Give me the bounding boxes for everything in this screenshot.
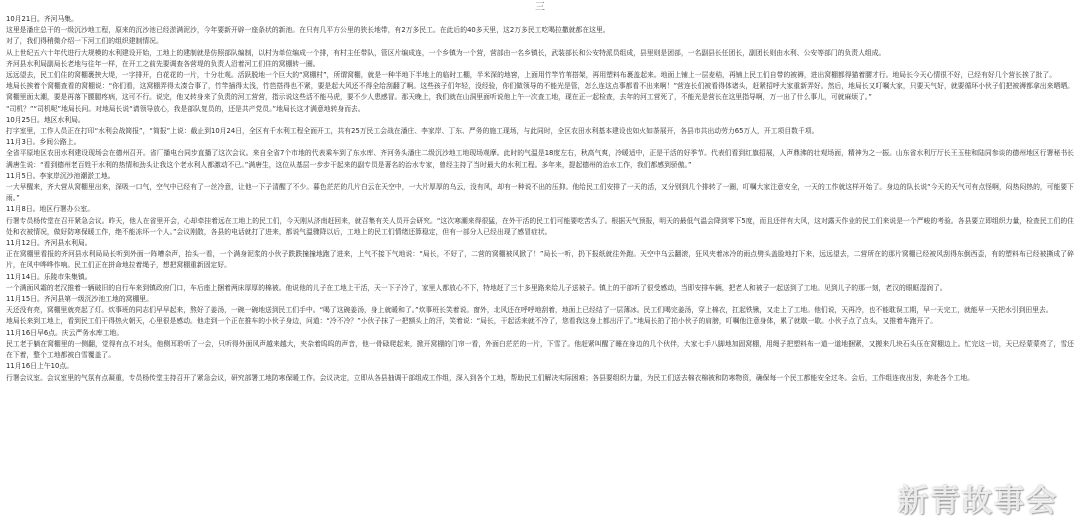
entry-paragraph: 从上世纪五六十年代进行大规模的水利建设开始，工地上的建制就是仿照部队编制，以村为单位编成一个排，有村主任带队，管区片编成连，一个乡镇为一个营，营部由一名乡镇长，武装部长和公安特派员组成，县里则是团部，一名副县长任团长，副团长则由水利、公安等部门的负责人组成。 — [6, 48, 886, 57]
entry-paragraph: 地局长挨着个窝棚查看的窝棚说：“你们看，这窝棚弄得太凑合事了，竹竿插得太浅，竹笆搭得也不紧，要是起大风还不得全给刮翻了啊。这些孩子们年轻，没经验，你们做领导的不能光是管，怎么连这点事都看不出来啊！”营连长们被看得体诸头，赶紧招呼大家重新弄好。然后，地局长又叮嘱大家，只要天气好，就要循环小伙子们把被褥都拿出来晒晒。窝棚里面太潮，要是再落下腰腿疼病，这可不行。说完，他又转身来了负责的河工营营，指示说这些活不能马虎，要不少人患感冒。那天晚上，我们就在山洞里面听说他上午一次查工地，现在正一起检查，去年的河工营死了，不能光是营长在这里指导啊，万一出了什么事儿，可就麻烦了。” — [6, 82, 1074, 102]
entry-paragraph: 天还没有亮，窝棚里就亮起了灯。炊事班的同志们早早起来，熬好了姜汤，一碗一碗地送到民工们手中。“喝了这碗姜汤，身上就暖和了。”炊事班长笑着说。窗外，北风还在呼呼地刮着，地面上已经结了一层薄冰。民工们喝完姜汤，穿上棉衣，扛起铁锹，又走上了工地。他们说，天再冷，也不能耽误工期，早一天完工，就能早一天把水引到田里去。 — [6, 306, 1053, 315]
entry-date: 11月15日。齐河县第一级沉沙池工地的窝棚里。 — [6, 295, 153, 304]
entry-paragraph: 打字室里，工作人员正在打印“水利会战简报”，“简报”上说：截止到10月24日，全区有千水利工程全面开工，共有25万民工会战在潘庄、李家岸、丁东、严务的施工现场，与此同时，全区农田水利基本建设也如火如荼展开，各县市共出动劳力65万人，开工项目数千项。 — [6, 127, 819, 136]
entry-paragraph: 行署会议室。会议室里的气氛有点凝重，专员杨传堂主持召开了紧急会议，研究部署工地防寒保暖工作。会议决定，立即从各县抽调干部组成工作组，深入到各个工地，帮助民工们解决实际困难；各县要组织力量，为民工们送去棉衣棉被和防寒物资，确保每一个民工都能安全过冬。会后，工作组连夜出发，奔赴各个工地。 — [6, 373, 974, 382]
diary-body — [6, 14, 1074, 522]
page-marker: 三 — [535, 2, 545, 13]
entry-date: 11月8日。地区行署办公室。 — [6, 205, 95, 214]
entry-paragraph: 齐河县水利局副局长老地与往年一样，在开工之前先要调查各营堤的负责人沿着河工们住的窝棚转一圈。 — [6, 59, 320, 68]
entry-paragraph: 一个满面风霜的老汉推着一辆破旧的自行车来到镇政府门口，车后座上捆着两床厚厚的棉被。他说他的儿子在工地上干活，天一下子冷了，家里人都放心不下，特地赶了三十多里路来给儿子送被子。镇上的干部听了很受感动，当即安排车辆，把老人和被子一起送到了工地。见到儿子的那一刻，老汉的眼眶湿润了。 — [6, 283, 947, 292]
entry-date: 11月16日上午10点。 — [6, 362, 73, 371]
entry-paragraph: 地局长来到工地上，看到民工们干得热火朝天，心里很是感动。他走到一个正在推车的小伙子身边，问道：“冷不冷？”小伙子抹了一把额头上的汗，笑着说：“局长，干起活来就不冷了，您看我这身上都出汗了。”地局长拍了拍小伙子的肩膀，叮嘱他注意身体，累了就歇一歇。小伙子点了点头，又推着车跑开了。 — [6, 317, 938, 326]
watermark: 新青故事会 — [898, 484, 1058, 519]
entry-paragraph: “司机？”“司机呢”地局长问。对地局长说“请领导放心，我是部队复员的，还是共产党员。”地局长这才满意地转身而去。 — [6, 104, 365, 113]
entry-date: 11月3日。乡间公路上。 — [6, 138, 81, 147]
entry-date: 11月16日早6点。庆云严务水库工地。 — [6, 328, 124, 337]
entry-paragraph: 远远望去，民工们住的窝棚裹挟大堤，一字排开，白花花的一片，十分壮观。活跃脱地一个巨大的“窝棚村”，所谓窝棚，就是一种半地下半地上的临时工棚，半米深的地窖，上面用竹竿竹苇搭架，再用塑料布裹盖起来。地面上铺上一层麦秸，再铺上民工们自带的被褥，进出窝棚都得猫着腰才行。地局长今天心情很不好，已经有好几个营长挨了批了。 — [6, 71, 1057, 80]
entry-paragraph: 对了，我们得稍微介绍一下河工们的组织建制情况。 — [6, 37, 163, 46]
entry-paragraph: 正在窝棚里看报的齐河县水利局局长听到外面一阵嘈杂声，抬头一看，一个满身泥浆的小伙子跌跌撞撞地跑了进来，上气不接下气地说：“局长，不好了，二营的窝棚被风掀了！”局长一听，扔下报纸就往外跑。天空中乌云翻滚，狂风夹着冰冷的雨点劈头盖脸地打下来，远远望去，二营所在的那片窝棚已经被风刮得东倒西歪，有的塑料布已经被撕成了碎片，在风中哗哗作响。民工们正在拼命地拉着绳子，想把窝棚重新固定好。 — [6, 250, 1074, 270]
entry-paragraph: 一大早醒来，齐大营从窝棚里出来，深吸一口气，空气中已经有了一丝冷意，让他一下子清醒了不少。暮色茫茫的几片白云在天空中，一大片厚厚的乌云，没有风，却有一种说不出的压抑。他给民工们安排了一天的活，又分别到几个排转了一圈，叮嘱大家注意安全，一天的工作就这样开始了。身边的队长说“今天的天气可有点怪啊，闷热闷热的，可能要下雨。” — [6, 183, 1074, 203]
entry-date: 10月21日。齐河马集。 — [6, 15, 78, 23]
entry-paragraph: 全省平原地区农田水利建设现场会在德州召开。省厂播电台同步直播了这次会议。来自全省7个市地的代表乘车到了东水库、齐河务头潘庄二级沉沙地工地现场观摩。此时的气温是18度左右，秋高气爽，冷暖适中，正是干活的好季节。代表们看到红旗招展，人声鼎沸的壮观场面，精神为之一振。山东省水利厅厅长王玉桂和陆同参谈的德州地区行署秘书长满唐生说：“看到德州老百姓干水利的热情和劲头让我这个老水利人都激动不已。”满唐生，这位从基层一步步干起来的副专员是著名的治水专家，曾经主持了当时最大的水利工程。多年来，提起德州的治水工作，我们都感到骄傲。” — [6, 149, 1074, 169]
entry-date: 11月5日。李家岸沉沙池潮淤工地。 — [6, 171, 115, 180]
entry-paragraph: 民工老于躺在窝棚里的一侧翻，觉得有点不对头，他侧耳聆听了一会，只听得外面风声越来越大，夹杂着呜呜的声音，他一骨碌爬起来，掀开窝棚的门帘一看，外面白茫茫的一片，下雪了。他赶紧叫醒了睡在身边的几个伙伴，大家七手八脚地加固窝棚，用绳子把塑料布一道一道地捆紧，又搬来几块石头压在窝棚边上。忙完这一切，天已经蒙蒙亮了，雪还在下着，整个工地都被白雪覆盖了。 — [6, 339, 1074, 360]
entry-date: 10月25日。地区水利局。 — [6, 115, 85, 124]
entry-paragraph: 行署专员杨传堂在召开紧急会议。昨天，他人在省里开会，心却牵挂着远在工地上的民工们，今天刚从济南赶回来，就召集有关人员开会研究。“这次寒潮来得很猛，在外干活的民工们可能要吃苦头了。根据天气预报，明天的最低气温会降到零下5度，而且还伴有大风，这对露天作业的民工们来说是一个严峻的考验。各县要立即组织力量，检查民工们的住处和衣被情况，做好防寒保暖工作，绝不能冻坏一个人。”会议刚散，各县的电话就打了进来，都说气温骤降以后，工地上的民工们情绪还算稳定，但有一部分人已经出现了感冒症状。 — [6, 216, 1074, 236]
entry-paragraph: 这里是潘庄总干的一级沉沙地工程，原来的沉沙池已经淤满泥沙，今年要新开辟一座条状的新池。在只有几平方公里的狭长地带，有2万多民工。在此后的40多天里，这2万多民工吃喝拉撒就都在这里。 — [6, 26, 610, 35]
entry-date: 11月12日。齐河县水利局。 — [6, 239, 92, 248]
entry-date: 11月14日。乐陵市朱集镇。 — [6, 272, 92, 281]
